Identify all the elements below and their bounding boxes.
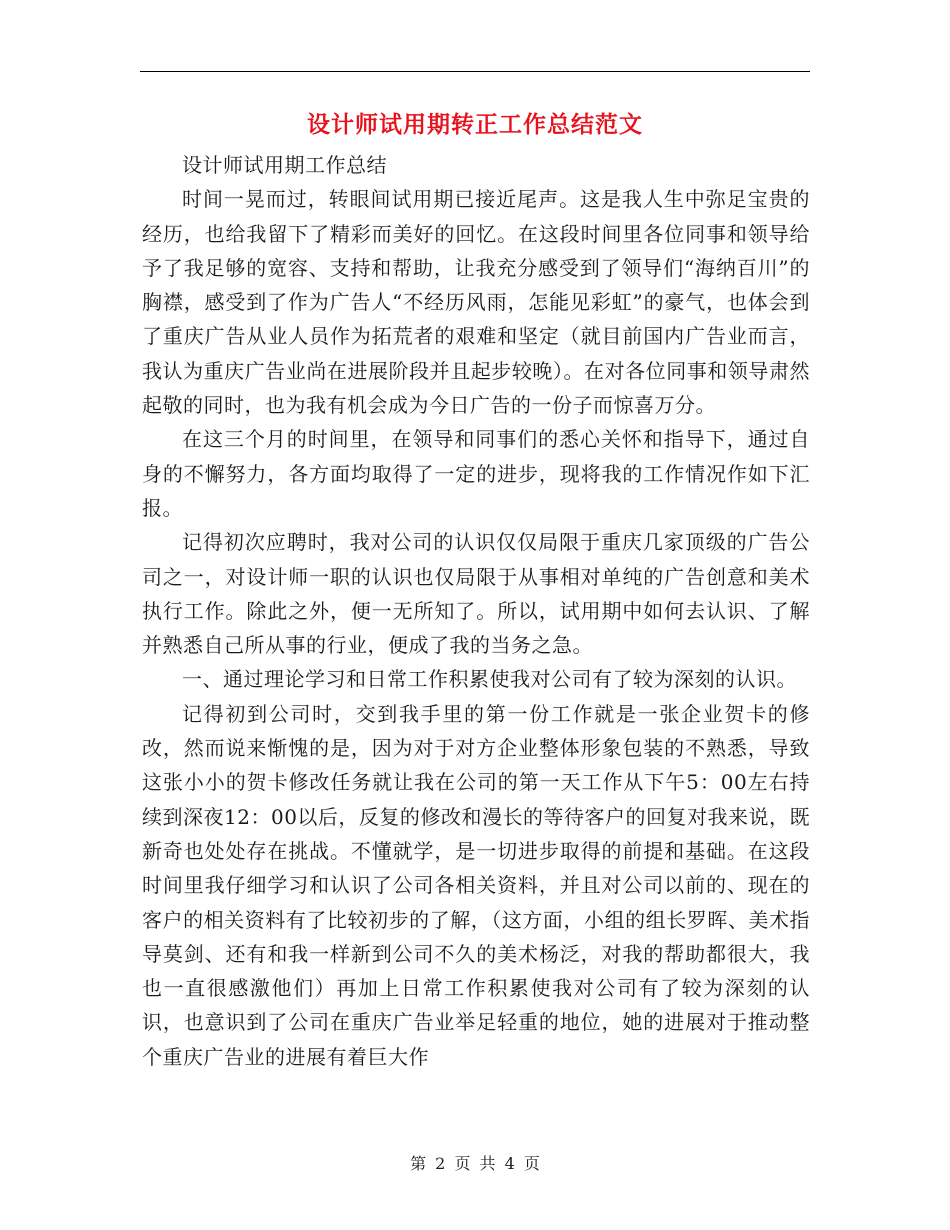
paragraph: 在这三个月的时间里，在领导和同事们的悉心关怀和指导下，通过自身的不懈努力，各方面均取得了一定的进步，现将我的工作情况作如下汇报。 (142, 427, 810, 520)
paragraph: 记得初到公司时，交到我手里的第一份工作就是一张企业贺卡的修改，然而说来惭愧的是，因为对于对方企业整体形象包装的不熟悉，导致这张小小的贺卡修改任务就让我在公司的第一天工作从下午5：00左右持续到深夜12：00以后，反复的修改和漫长的等待客户的回复对我来说，既新奇也处处存在挑战。不懂就学，是一切进步取得的前提和基础。在这段时间里我仔细学习和认识了公司各相关资料，并且对公司以前的、现在的客户的相关资料有了比较初步的了解，（这方面，小组的组长罗晖、美术指导莫剑、还有和我一样新到公司不久的美术杨泛，对我的帮助都很大，我也一直很感激他们）再加上日常工作积累使我对公司有了较为深刻的认识，也意识到了公司在重庆广告业举足轻重的地位，她的进展对于推动整个重庆广告业的进展有着巨大作 (142, 701, 810, 1069)
page-number-footer: 第 2 页 共 4 页 (410, 1154, 540, 1173)
header-rule (140, 71, 810, 72)
document-body (142, 148, 810, 1074)
paragraph: 记得初次应聘时，我对公司的认识仅仅局限于重庆几家顶级的广告公司之一，对设计师一职的认识也仅局限于从事相对单纯的广告创意和美术执行工作。除此之外，便一无所知了。所以，试用期中如何去认识、了解并熟悉自己所从事的行业，便成了我的当务之急。 (142, 530, 810, 658)
paragraph-subtitle: 设计师试用期工作总结 (182, 153, 387, 177)
section-heading: 一、通过理论学习和日常工作积累使我对公司有了较为深刻的认识。 (182, 667, 797, 692)
document-title: 设计师试用期转正工作总结范文 (307, 111, 643, 138)
paragraph: 时间一晃而过，转眼间试用期已接近尾声。这是我人生中弥足宝贵的经历，也给我留下了精彩而美好的回忆。在这段时间里各位同事和领导给予了我足够的宽容、支持和帮助，让我充分感受到了领导们“海纳百川”的胸襟，感受到了作为广告人“不经历风雨，怎能见彩虹”的豪气，也体会到了重庆广告从业人员作为拓荒者的艰难和坚定（就目前国内广告业而言，我认为重庆广告业尚在进展阶段并且起步较晚）。在对各位同事和领导肃然起敬的同时，也为我有机会成为今日广告的一份子而惊喜万分。 (142, 187, 810, 418)
